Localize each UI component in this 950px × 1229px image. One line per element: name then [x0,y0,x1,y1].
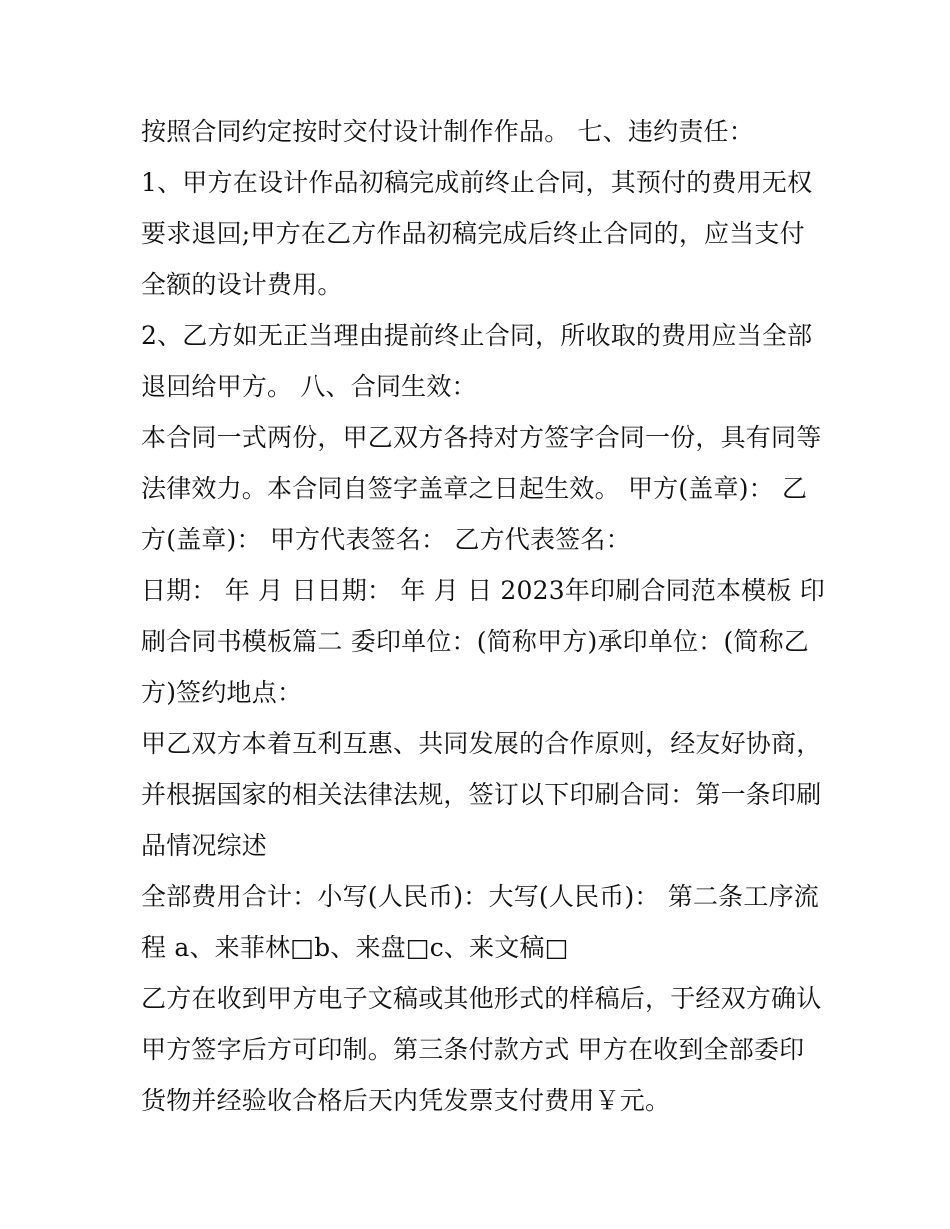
text-line: 要求退回;甲方在乙方作品初稿完成后终止合同的，应当支付 [141,219,805,248]
text-line: 并根据国家的相关法律法规，签订以下印刷合同：第一条印刷 [141,780,822,809]
text-line: 方)签约地点： [141,678,303,707]
text-line: 退回给甲方。 八、合同生效： [141,372,477,401]
text-line: 货物并经验收合格后天内凭发票支付费用￥元。 [141,1086,671,1115]
text-line: 程 a、来菲林□b、来盘□c、来文稿□ [141,933,569,962]
text-line: 日期： 年 月 日日期： 年 月 日 2023年印刷合同范本模板 印 [141,576,825,605]
text-line: 1、甲方在设计作品初稿完成前终止合同，其预付的费用无权 [141,168,813,197]
text-line: 全部费用合计：小写(人民币)：大写(人民币)： 第二条工序流 [141,882,819,911]
contract-text [141,106,825,1126]
text-line: 乙方在收到甲方电子文稿或其他形式的样稿后，于经双方确认 [141,984,822,1013]
text-line: 本合同一式两份，甲乙双方各持对方签字合同一份，具有同等 [141,423,822,452]
text-line: 品情况综述 [141,831,268,860]
text-line: 甲方签字后方可印制。第三条付款方式 甲方在收到全部委印 [141,1035,805,1064]
text-line: 法律效力。本合同自签字盖章之日起生效。 甲方(盖章)： 乙 [141,474,808,503]
text-line: 2、乙方如无正当理由提前终止合同，所收取的费用应当全部 [141,321,813,350]
text-line: 按照合同约定按时交付设计制作作品。 七、违约责任： [141,117,754,146]
text-line: 甲乙双方本着互利互惠、共同发展的合作原则，经友好协商， [141,729,822,758]
text-line: 刷合同书模板篇二 委印单位：(简称甲方)承印单位：(简称乙 [141,627,810,656]
text-line: 方(盖章)： 甲方代表签名： 乙方代表签名： [141,525,631,554]
text-line: 全额的设计费用。 [141,270,343,299]
